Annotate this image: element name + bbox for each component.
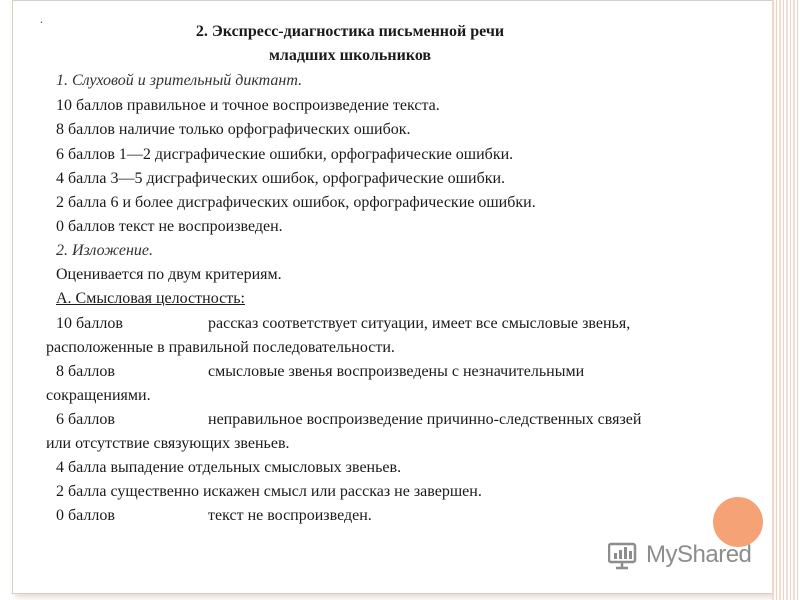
rubric-score: 0 баллов: [56, 507, 115, 524]
rubric-score: 8 баллов: [56, 363, 115, 380]
title-line-1: 2. Экспресс-диагностика письменной речи: [195, 23, 505, 40]
rubric-row-2: 2 балла существенно искажен смысл или рассказ не завершен.: [56, 483, 482, 500]
rubric-text: текст не воспроизведен.: [208, 507, 372, 524]
s1-line-3: 6 баллов 1—2 дисграфические ошибки, орфографические ошибки.: [56, 146, 514, 163]
rubric-text: смысловые звенья воспроизведены с незначительными: [208, 363, 585, 380]
s2-intro: Оценивается по двум критериям.: [56, 266, 282, 283]
criterion-a-heading: А. Смысловая целостность:: [56, 290, 245, 307]
myshared-logo: [608, 538, 768, 572]
section-1-heading: 1. Слуховой и зрительный диктант.: [56, 72, 303, 89]
decorative-stripes: [772, 0, 800, 600]
rubric-row-0: [56, 506, 656, 526]
title-line-2: младших школьников: [268, 47, 432, 64]
rubric-row-4: 4 балла выпадение отдельных смысловых звеньев.: [56, 459, 402, 476]
rubric-row-6-cont: или отсутствие связующих звеньев.: [46, 435, 290, 452]
rubric-row-10: [56, 314, 756, 334]
s1-line-2: 8 баллов наличие только орфографических ошибок.: [56, 121, 411, 138]
rubric-text: рассказ соответствует ситуации, имеет все смысловые звенья,: [208, 315, 631, 332]
rubric-row-8-cont: сокращениями.: [46, 387, 151, 404]
chart-screen-icon: [608, 542, 640, 570]
logo-text: MyShared: [646, 541, 752, 568]
rubric-row-10-cont: расположенные в правильной последовательности.: [46, 339, 395, 356]
rubric-score: 10 баллов: [56, 315, 123, 332]
s1-line-5: 2 балла 6 и более дисграфических ошибок, орфографические ошибки.: [56, 194, 536, 211]
page-title: [150, 20, 550, 68]
s1-line-6: 0 баллов текст не воспроизведен.: [56, 218, 283, 235]
rubric-score: 6 баллов: [56, 411, 115, 428]
rubric-text: неправильное воспроизведение причинно-следственных связей: [208, 411, 642, 428]
s1-line-4: 4 балла 3—5 дисграфических ошибок, орфографические ошибки.: [56, 170, 506, 187]
s1-line-1: 10 баллов правильное и точное воспроизведение текста.: [56, 97, 440, 114]
rubric-row-8: [56, 362, 756, 382]
corner-mark: .: [40, 12, 43, 26]
section-2-heading: 2. Изложение.: [56, 242, 153, 259]
rubric-row-6: [56, 410, 756, 430]
